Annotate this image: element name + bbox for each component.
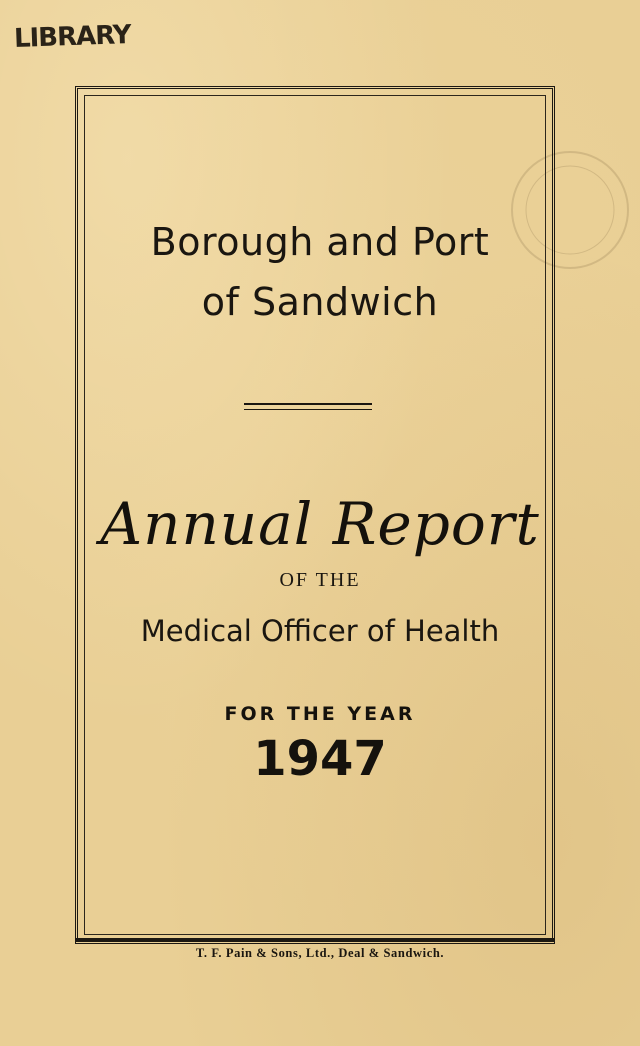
medical-officer-of-health-text: Medical Officer of Health: [140, 614, 500, 648]
decorative-double-rule: [244, 403, 372, 410]
printer-imprint: T. F. Pain & Sons, Ltd., Deal & Sandwich.: [195, 946, 445, 960]
for-the-year-label: FOR THE YEAR: [224, 703, 416, 725]
title-line-borough: Borough and Port: [150, 220, 490, 264]
annual-report-heading: Annual Report: [100, 490, 540, 558]
library-stamp: LIBRARY: [13, 19, 132, 55]
of-the-text: OF THE: [279, 569, 361, 591]
cover-border-bottom-rule: [75, 938, 555, 942]
report-year: 1947: [253, 731, 387, 787]
title-line-sandwich: of Sandwich: [201, 280, 439, 324]
